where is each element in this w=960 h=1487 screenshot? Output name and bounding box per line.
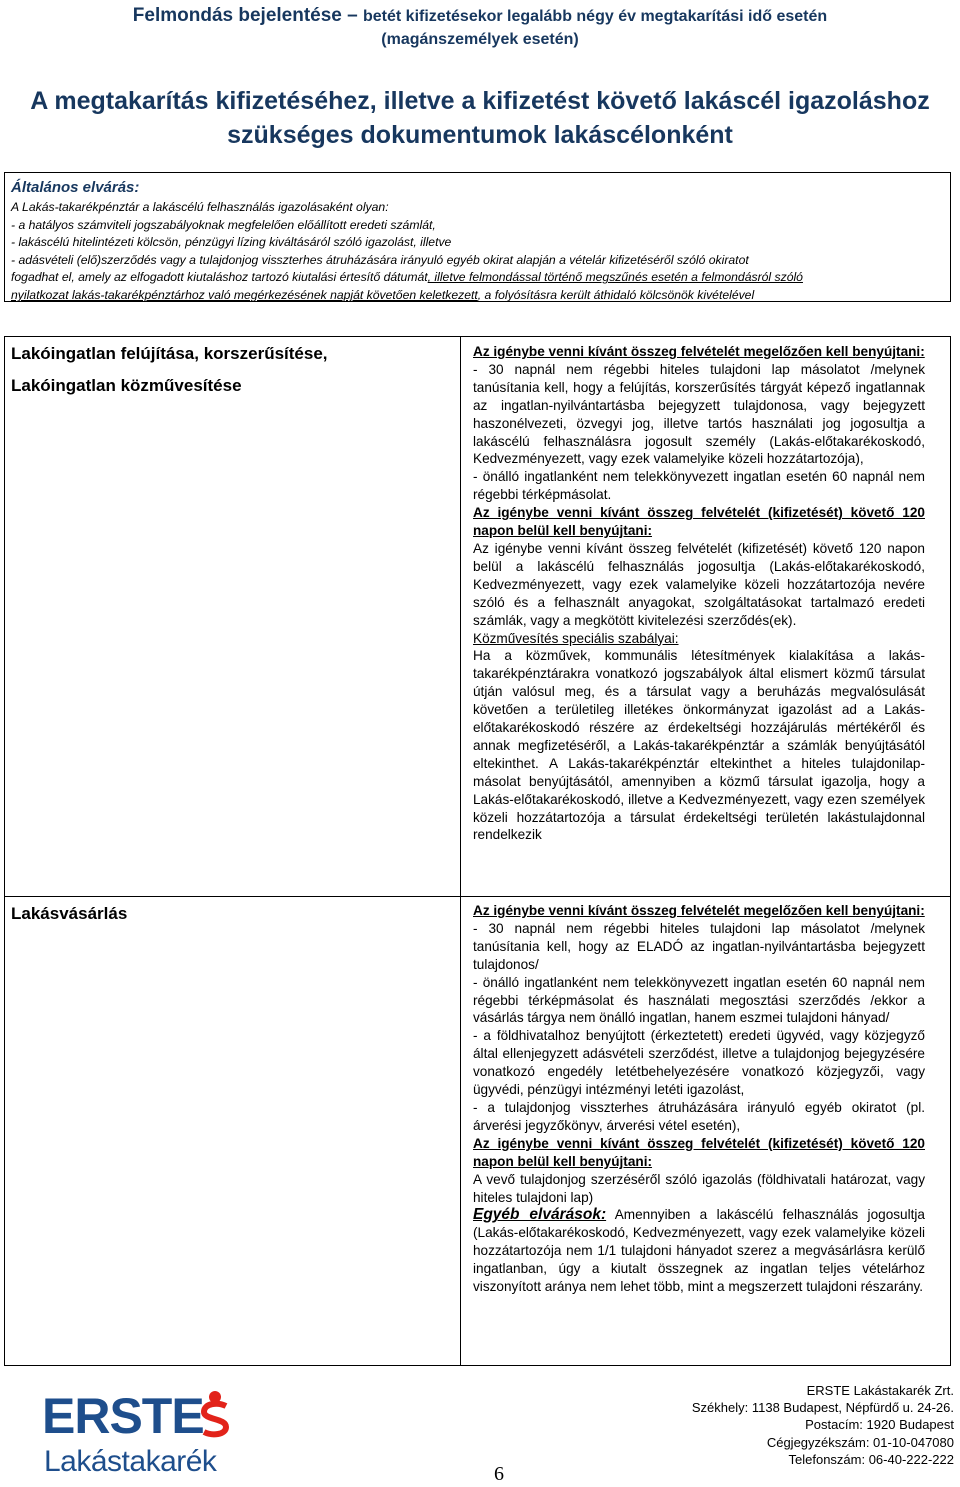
main-heading-line1: A megtakarítás kifizetéséhez, illetve a kifizetést követő lakáscél igazoláshoz: [30, 87, 930, 115]
general-line5-a: fogadhat el, amely az elfogadott kiutaláshoz tartozó kiutalási értesítő dátumát: [11, 270, 428, 285]
title-separator: –: [341, 5, 363, 26]
main-heading: [0, 84, 960, 152]
other-requirements-label: Egyéb elvárások:: [473, 1206, 607, 1224]
section-purchase: [4, 896, 951, 1366]
requirement-heading: Az igénybe venni kívánt összeg felvételét megelőzően kell benyújtani:: [473, 344, 925, 359]
column-divider: [460, 897, 461, 1365]
footer-line: Székhely: 1138 Budapest, Népfürdő u. 24-26.: [691, 1400, 954, 1416]
requirement-heading: Az igénybe venni kívánt összeg felvételét megelőzően kell benyújtani:: [473, 903, 925, 918]
section-renovation: [4, 336, 951, 896]
purchase-requirements: [473, 902, 925, 1296]
requirement-text: Ha a közművek, kommunális létesítmények kialakítása a lakás-takarékpénztárakra vonatkozó jogszabályok által elismert közmű társulat útján valósul meg, és a társulat vagy a beruházás megvalósulását követően a területileg illetékes önkormányzat igazolást ad a Lakás-előtakarékoskodó részére az érdekeltségi hozzájárulás mértékéről és annak megfizetéséről, a Lakás-takarékpénztár a számlák benyújtásától eltekinthet. A Lakás-takarékpénztár eltekinthet a hiteles tulajdonilap-másolat benyújtásától, amennyiben a közmű társulat igazolja, hogy a Lakás-előtakarékoskodó, illetve a Kedvezményezett, vagy ezen személyek közeli hozzátartozója a társulat érdekeltségi területén lakástulajdonnal rendelkezik: [473, 648, 925, 843]
requirement-text: - 30 napnál nem régebbi hiteles tulajdoni lap másolatot /melynek tanúsítania kell, hogy a felújítás, korszerűsítés tárgyát képező ingatlannak az ingatlan-nyilvántartásba bejegyzett tulajdonosa, vagy bejegyzett haszonélvezeti, özvegyi jog, illetve tartós használati jog jogosultja a lakáscélú felhasználásra jogosult személy (Lakás-előtakarékoskodó, Kedvezményezett, vagy ezek valamelyike közeli hozzátartozója),: [473, 361, 925, 467]
erste-logo: [42, 1388, 237, 1480]
title-rest: betét kifizetésekor legalább négy év megtakarítási idő esetén: [363, 8, 828, 25]
requirement-text: A vevő tulajdonjog szerzéséről szóló igazolás (földhivatali határozat, vagy hiteles tulajdoni lap): [473, 1171, 925, 1205]
page-number: 6: [494, 1463, 504, 1485]
general-line: A Lakás-takarékpénztár a lakáscélú felhasználás igazolásaként olyan:: [11, 200, 389, 214]
requirement-text: - a földhivatalhoz benyújtott (érkeztetett) eredeti ügyvéd, vagy közjegyző által ellenjegyzett adásvételi szerződést, illetve a tulajdonjog bejegyzésére vonatkozó engedély letétbehelyezésére vonatkozó közjegyzői, vagy ügyvédi, pénzügyi intézményi letéti igazolást,: [473, 1028, 925, 1098]
title-line2: (magánszemélyek esetén): [381, 31, 579, 48]
footer-line: ERSTE Lakástakarék Zrt.: [806, 1383, 954, 1398]
footer-line: Postacím: 1920 Budapest: [805, 1417, 954, 1433]
company-footer: [692, 1382, 954, 1468]
label-purchase: Lakásvásárlás: [11, 904, 128, 923]
general-line: [11, 269, 944, 287]
requirement-heading: Az igénybe venni kívánt összeg felvételét (kifizetését) követő 120 napon belül kell benyújtani:: [473, 505, 925, 539]
column-divider: [460, 337, 461, 896]
requirement-text: - önálló ingatlanként nem telekkönyvezett ingatlan esetén 60 napnál nem régebbi térképmásolat és használati megosztási szerződés /ekkor a vásárlás tárgya nem önálló ingatlan, hanem eszmei tulajdoni hányad/: [473, 974, 925, 1026]
other-requirements-text: Amennyiben a lakáscélú felhasználás jogosultja (Lakás-előtakarékoskodó, Kedvezményezett, vagy ezek valamelyike közeli hozzátartozója nem 1/1 tulajdoni hányadot szerez a megvásárlásra kerülő ingatlanban, úgy a kiutalt összegnek az ingatlan teljes vételárhoz viszonyított aránya nem lehet több, mint a megszerzett tulajdoni részarány.: [473, 1207, 925, 1295]
general-line5-b: , illetve felmondással történő megszűnés esetén a felmondásról szóló: [427, 270, 803, 285]
general-line: [11, 287, 944, 305]
requirement-text: - a tulajdonjog visszterhes átruházására irányuló egyéb okiratot (pl. árverési jegyzőkönyv, árverési vétel esetén),: [473, 1099, 925, 1133]
general-line: - adásvételi (elő)szerződés vagy a tulajdonjog visszterhes átruházására irányuló egyéb okirat alapján a vételár kifizetéséről szóló okiratot: [11, 252, 749, 267]
footer-line: Cégjegyzékszám: 01-10-047080: [766, 1434, 954, 1450]
renovation-requirements: [473, 343, 925, 844]
requirement-text: - önálló ingatlanként nem telekkönyvezett ingatlan esetén 60 napnál nem régebbi térképmásolat.: [473, 469, 925, 503]
footer-line: Telefonszám: 06-40-222-222: [788, 1451, 954, 1467]
logo-subtitle: Lakástakarék: [44, 1445, 217, 1478]
general-title: Általános elvárás:: [11, 179, 140, 196]
label-renovation: Lakóingatlan felújítása, korszerűsítése,: [11, 344, 328, 363]
requirement-heading: Közművesítés speciális szabályai:: [473, 630, 679, 646]
general-requirements-box: [4, 172, 951, 302]
logo-s-symbol-icon: [198, 1390, 232, 1438]
main-heading-line2: szükséges dokumentumok lakáscélonként: [227, 121, 733, 149]
general-line6-a: nyilatkozat lakás-takarékpénztárhoz való megérkezésének napját követően keletkezett: [11, 287, 478, 302]
logo-word: ERSTE: [42, 1388, 204, 1444]
requirement-heading: Az igénybe venni kívánt összeg felvételét (kifizetését) követő 120 napon belül kell benyújtani:: [473, 1135, 925, 1169]
general-line: - a hatályos számviteli jogszabályoknak megfelelően előállított eredeti számlát,: [11, 217, 436, 232]
requirement-text: Az igénybe venni kívánt összeg felvételét (kifizetését) követő 120 napon belül a lakáscélú felhasználás jogosultja (Lakás-előtakarékoskodó, Kedvezményezett, vagy ezek valamelyike közeli hozzátartozója nevére szóló és a felhasznált anyagokat, szolgáltatásokat tartalmazó eredeti számlák, vagy a megkötött kivitelezési szerződés(ek).: [473, 540, 925, 628]
requirement-text: - 30 napnál nem régebbi hiteles tulajdoni lap másolatot /melynek tanúsítania kell, hogy az ELADÓ az ingatlan-nyilvántartásba bejegyzett tulajdonos/: [473, 920, 925, 972]
title-main: Felmondás bejelentése: [132, 5, 342, 26]
other-requirements: [473, 1206, 925, 1296]
document-title: [0, 4, 960, 51]
label-utilities: Lakóingatlan közművesítése: [11, 376, 242, 395]
general-line: - lakáscélú hitelintézeti kölcsön, pénzügyi lízing kiváltásáról szóló igazolást, illetve: [11, 235, 452, 250]
general-line6-b: , a folyósításra került áthidaló kölcsönök kivételével: [477, 287, 755, 302]
